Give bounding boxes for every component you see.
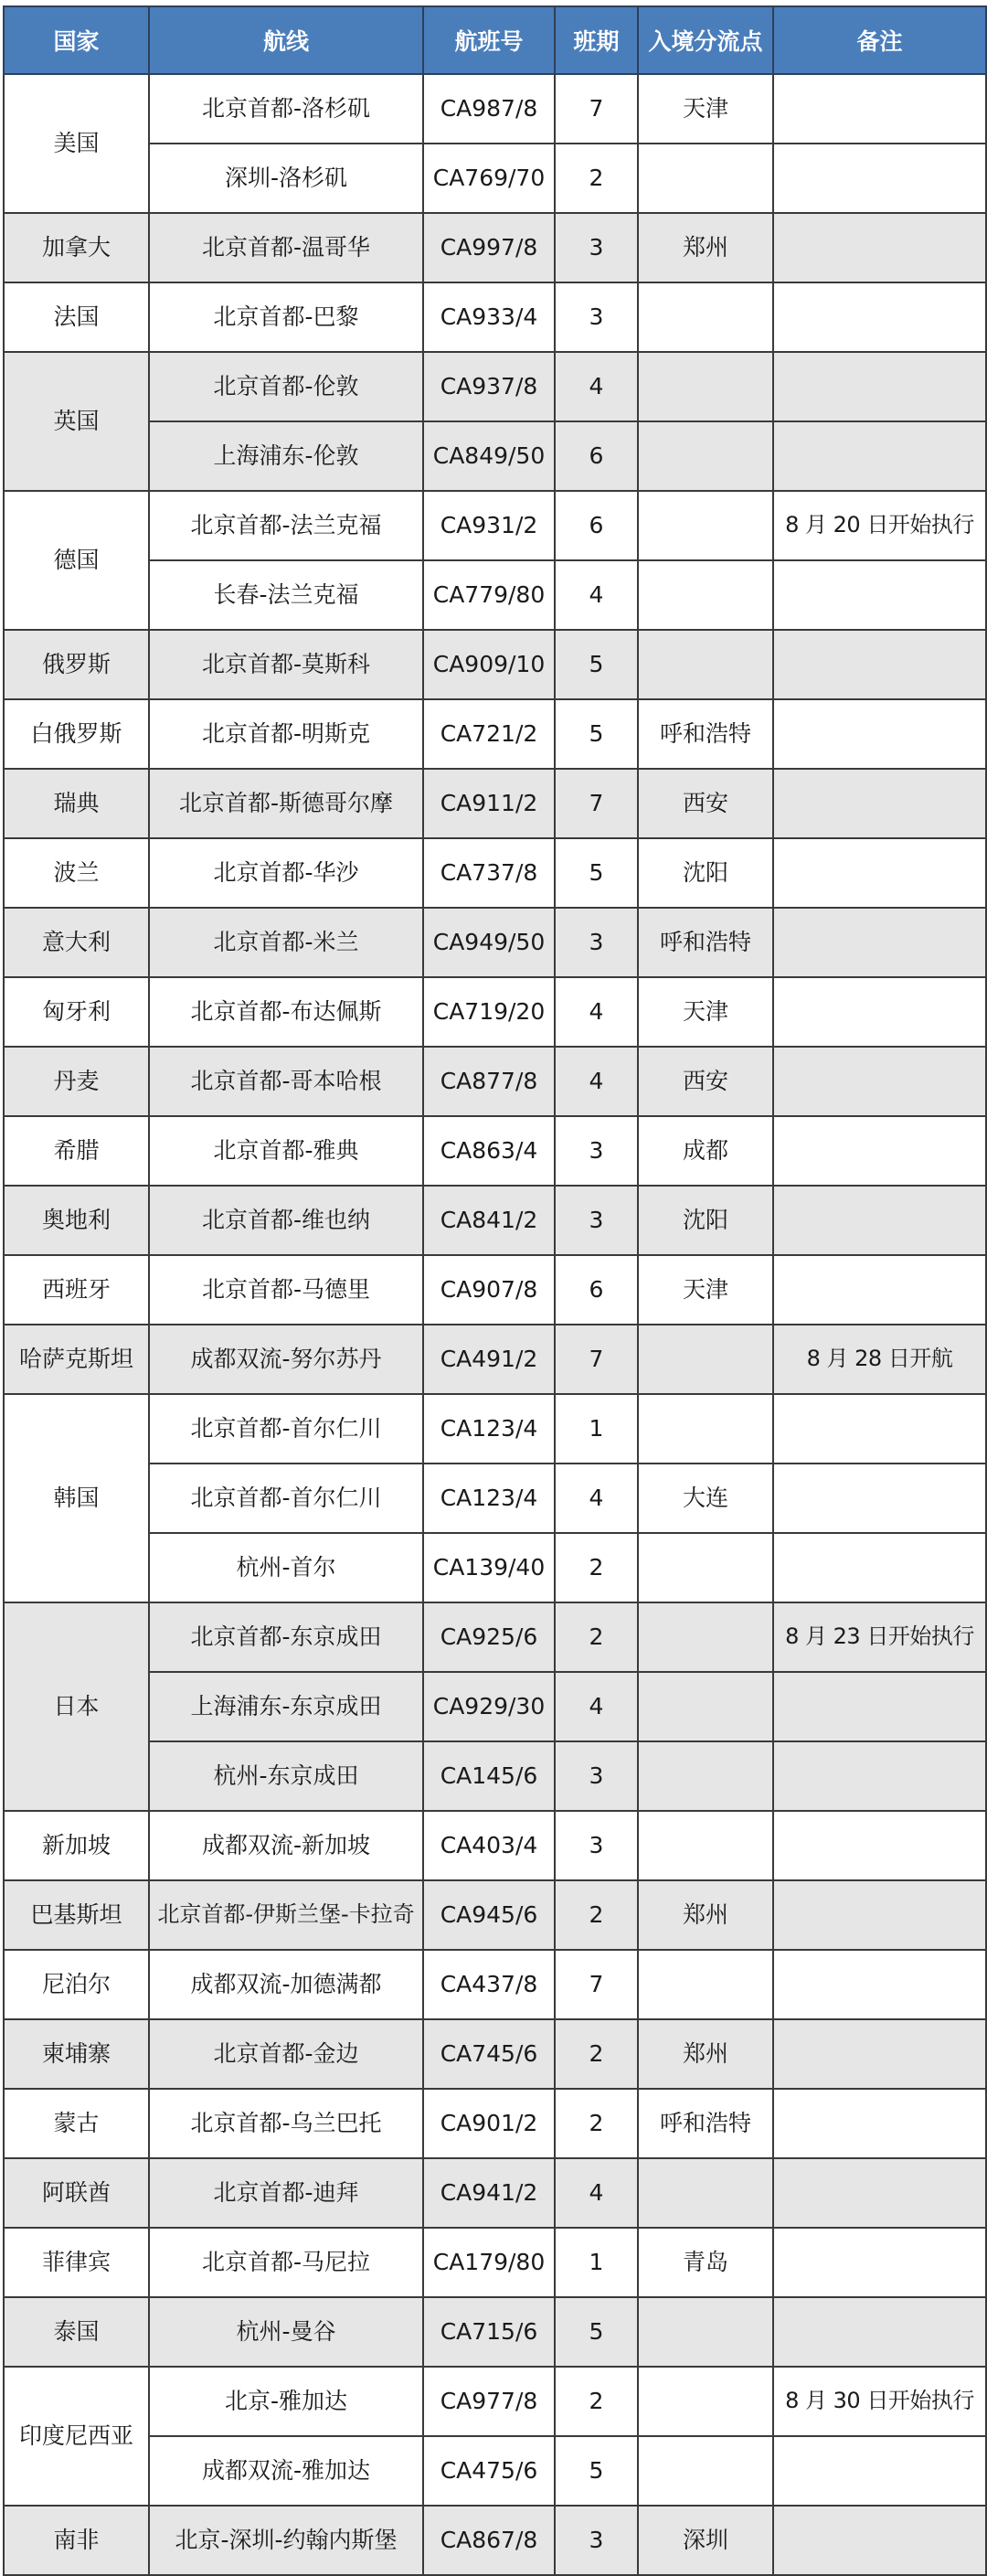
table-row [4,1186,986,1255]
entry-point-cell [638,2436,773,2506]
table-row [4,1394,986,1464]
route-cell: 杭州-曼谷 [149,2297,423,2367]
route-cell: 北京首都-巴黎 [149,282,423,352]
remarks-cell [773,1950,986,2019]
entry-point-cell: 天津 [638,1255,773,1325]
country-cell: 新加坡 [4,1811,149,1880]
frequency-cell: 4 [555,1464,638,1533]
remarks-cell [773,908,986,977]
remarks-cell [773,2019,986,2089]
flight-number-cell: CA841/2 [423,1186,555,1255]
route-cell: 北京首都-伊斯兰堡-卡拉奇 [149,1880,423,1950]
flight-number-cell: CA779/80 [423,560,555,630]
table-row [4,1255,986,1325]
frequency-cell: 4 [555,352,638,421]
frequency-cell: 4 [555,977,638,1047]
entry-point-cell [638,421,773,491]
route-cell: 北京首都-伦敦 [149,352,423,421]
flight-number-cell: CA719/20 [423,977,555,1047]
flight-number-cell: CA907/8 [423,1255,555,1325]
route-cell: 成都双流-努尔苏丹 [149,1325,423,1394]
remarks-cell [773,2158,986,2228]
flight-number-cell: CA877/8 [423,1047,555,1116]
table-row [4,213,986,282]
entry-point-cell [638,560,773,630]
remarks-cell [773,2436,986,2506]
entry-point-cell: 郑州 [638,1880,773,1950]
frequency-cell: 5 [555,2436,638,2506]
table-row [4,560,986,630]
frequency-cell: 3 [555,1186,638,1255]
route-cell: 北京首都-莫斯科 [149,630,423,699]
remarks-cell [773,74,986,144]
table-row [4,2506,986,2575]
flight-number-cell: CA769/70 [423,144,555,213]
route-cell: 北京-雅加达 [149,2367,423,2436]
frequency-cell: 5 [555,630,638,699]
remarks-cell: 8 月 30 日开始执行 [773,2367,986,2436]
remarks-cell [773,2089,986,2158]
route-cell: 北京首都-华沙 [149,838,423,908]
frequency-cell: 2 [555,2089,638,2158]
route-cell: 北京首都-东京成田 [149,1602,423,1672]
frequency-cell: 3 [555,1741,638,1811]
route-cell: 北京首都-乌兰巴托 [149,2089,423,2158]
flight-number-cell: CA491/2 [423,1325,555,1394]
route-cell: 上海浦东-伦敦 [149,421,423,491]
header-country: 国家 [4,6,149,74]
entry-point-cell: 郑州 [638,2019,773,2089]
table-row [4,630,986,699]
flight-number-cell: CA437/8 [423,1950,555,2019]
header-route: 航线 [149,6,423,74]
country-cell: 巴基斯坦 [4,1880,149,1950]
entry-point-cell: 大连 [638,1464,773,1533]
route-cell: 上海浦东-东京成田 [149,1672,423,1741]
entry-point-cell: 西安 [638,769,773,838]
country-cell: 波兰 [4,838,149,908]
entry-point-cell [638,1811,773,1880]
table-row [4,2089,986,2158]
frequency-cell: 2 [555,1602,638,1672]
flight-number-cell: CA911/2 [423,769,555,838]
remarks-cell [773,977,986,1047]
flight-number-cell: CA941/2 [423,2158,555,2228]
entry-point-cell: 呼和浩特 [638,2089,773,2158]
frequency-cell: 2 [555,2367,638,2436]
table-row [4,769,986,838]
frequency-cell: 4 [555,2158,638,2228]
route-cell: 北京首都-首尔仁川 [149,1464,423,1533]
country-cell: 日本 [4,1602,149,1811]
frequency-cell: 2 [555,1880,638,1950]
route-cell: 成都双流-新加坡 [149,1811,423,1880]
country-cell: 德国 [4,491,149,630]
route-cell: 北京首都-维也纳 [149,1186,423,1255]
remarks-cell [773,630,986,699]
entry-point-cell: 天津 [638,74,773,144]
flight-number-cell: CA475/6 [423,2436,555,2506]
flight-number-cell: CA145/6 [423,1741,555,1811]
frequency-cell: 2 [555,1533,638,1602]
table-row [4,1880,986,1950]
frequency-cell: 1 [555,2228,638,2297]
remarks-cell [773,1116,986,1186]
frequency-cell: 3 [555,2506,638,2575]
frequency-cell: 6 [555,421,638,491]
route-cell: 北京首都-雅典 [149,1116,423,1186]
entry-point-cell [638,282,773,352]
entry-point-cell [638,1602,773,1672]
flight-number-cell: CA977/8 [423,2367,555,2436]
remarks-cell [773,2297,986,2367]
remarks-cell [773,1047,986,1116]
route-cell: 杭州-首尔 [149,1533,423,1602]
flight-number-cell: CA949/50 [423,908,555,977]
flight-number-cell: CA987/8 [423,74,555,144]
table-row [4,699,986,769]
table-body [4,74,986,2575]
frequency-cell: 3 [555,908,638,977]
flight-number-cell: CA715/6 [423,2297,555,2367]
table-row [4,908,986,977]
country-cell: 菲律宾 [4,2228,149,2297]
frequency-cell: 5 [555,2297,638,2367]
table-row [4,838,986,908]
route-cell: 北京首都-米兰 [149,908,423,977]
remarks-cell [773,1394,986,1464]
country-cell: 西班牙 [4,1255,149,1325]
flight-number-cell: CA745/6 [423,2019,555,2089]
table-row [4,1533,986,1602]
frequency-cell: 3 [555,282,638,352]
table-row [4,1047,986,1116]
flight-number-cell: CA909/10 [423,630,555,699]
entry-point-cell [638,2158,773,2228]
country-cell: 哈萨克斯坦 [4,1325,149,1394]
country-cell: 法国 [4,282,149,352]
country-cell: 匈牙利 [4,977,149,1047]
table-row [4,1116,986,1186]
country-cell: 泰国 [4,2297,149,2367]
route-cell: 北京首都-斯德哥尔摩 [149,769,423,838]
table-row [4,491,986,560]
header-frequency: 班期 [555,6,638,74]
flight-number-cell: CA863/4 [423,1116,555,1186]
flight-number-cell: CA937/8 [423,352,555,421]
header-row [4,6,986,74]
country-cell: 柬埔寨 [4,2019,149,2089]
entry-point-cell [638,1950,773,2019]
route-cell: 成都双流-雅加达 [149,2436,423,2506]
route-cell: 成都双流-加德满都 [149,1950,423,2019]
header-flight-no: 航班号 [423,6,555,74]
country-cell: 瑞典 [4,769,149,838]
flight-number-cell: CA867/8 [423,2506,555,2575]
remarks-cell [773,1880,986,1950]
remarks-cell [773,213,986,282]
entry-point-cell: 天津 [638,977,773,1047]
table-row [4,282,986,352]
entry-point-cell [638,491,773,560]
route-cell: 北京首都-明斯克 [149,699,423,769]
country-cell: 丹麦 [4,1047,149,1116]
remarks-cell [773,1186,986,1255]
flight-number-cell: CA139/40 [423,1533,555,1602]
remarks-cell [773,282,986,352]
entry-point-cell [638,2367,773,2436]
table-row [4,352,986,421]
country-cell: 阿联酋 [4,2158,149,2228]
remarks-cell [773,2228,986,2297]
table-row [4,2158,986,2228]
entry-point-cell: 郑州 [638,213,773,282]
header-entry-point: 入境分流点 [638,6,773,74]
country-cell: 希腊 [4,1116,149,1186]
table-row [4,144,986,213]
remarks-cell [773,352,986,421]
entry-point-cell [638,1394,773,1464]
flight-number-cell: CA403/4 [423,1811,555,1880]
route-cell: 北京首都-迪拜 [149,2158,423,2228]
flight-number-cell: CA123/4 [423,1394,555,1464]
frequency-cell: 7 [555,1325,638,1394]
flight-number-cell: CA931/2 [423,491,555,560]
table-row [4,1602,986,1672]
flight-number-cell: CA849/50 [423,421,555,491]
table-row [4,977,986,1047]
remarks-cell [773,838,986,908]
entry-point-cell [638,1741,773,1811]
table-row [4,2019,986,2089]
table-row [4,2297,986,2367]
flight-number-cell: CA179/80 [423,2228,555,2297]
entry-point-cell: 沈阳 [638,1186,773,1255]
country-cell: 印度尼西亚 [4,2367,149,2506]
entry-point-cell [638,1672,773,1741]
route-cell: 北京首都-布达佩斯 [149,977,423,1047]
entry-point-cell [638,2297,773,2367]
route-cell: 长春-法兰克福 [149,560,423,630]
country-cell: 英国 [4,352,149,491]
flight-number-cell: CA933/4 [423,282,555,352]
remarks-cell: 8 月 28 日开航 [773,1325,986,1394]
flight-number-cell: CA929/30 [423,1672,555,1741]
country-cell: 白俄罗斯 [4,699,149,769]
frequency-cell: 4 [555,560,638,630]
remarks-cell [773,144,986,213]
table-row [4,74,986,144]
route-cell: 北京首都-马德里 [149,1255,423,1325]
table-row [4,2367,986,2436]
flight-number-cell: CA925/6 [423,1602,555,1672]
flight-number-cell: CA901/2 [423,2089,555,2158]
route-cell: 北京-深圳-约翰内斯堡 [149,2506,423,2575]
table-header [4,6,986,74]
table-row [4,2436,986,2506]
country-cell: 美国 [4,74,149,213]
frequency-cell: 7 [555,769,638,838]
table-row [4,1325,986,1394]
table-row [4,2228,986,2297]
frequency-cell: 5 [555,838,638,908]
entry-point-cell: 沈阳 [638,838,773,908]
international-flights-table [3,5,987,2576]
table-row [4,421,986,491]
frequency-cell: 2 [555,2019,638,2089]
country-cell: 俄罗斯 [4,630,149,699]
remarks-cell: 8 月 23 日开始执行 [773,1602,986,1672]
country-cell: 意大利 [4,908,149,977]
frequency-cell: 7 [555,1950,638,2019]
frequency-cell: 6 [555,491,638,560]
route-cell: 深圳-洛杉矶 [149,144,423,213]
remarks-cell [773,769,986,838]
entry-point-cell [638,352,773,421]
country-cell: 韩国 [4,1394,149,1602]
frequency-cell: 1 [555,1394,638,1464]
remarks-cell [773,1741,986,1811]
frequency-cell: 4 [555,1672,638,1741]
frequency-cell: 5 [555,699,638,769]
remarks-cell [773,1255,986,1325]
route-cell: 北京首都-洛杉矶 [149,74,423,144]
frequency-cell: 3 [555,213,638,282]
entry-point-cell: 深圳 [638,2506,773,2575]
frequency-cell: 3 [555,1811,638,1880]
flight-number-cell: CA945/6 [423,1880,555,1950]
header-remarks: 备注 [773,6,986,74]
route-cell: 北京首都-哥本哈根 [149,1047,423,1116]
country-cell: 尼泊尔 [4,1950,149,2019]
entry-point-cell [638,1325,773,1394]
frequency-cell: 4 [555,1047,638,1116]
country-cell: 蒙古 [4,2089,149,2158]
remarks-cell [773,2506,986,2575]
frequency-cell: 3 [555,1116,638,1186]
remarks-cell [773,699,986,769]
entry-point-cell: 成都 [638,1116,773,1186]
country-cell: 加拿大 [4,213,149,282]
entry-point-cell [638,144,773,213]
remarks-cell [773,1464,986,1533]
table-row [4,1672,986,1741]
flight-number-cell: CA123/4 [423,1464,555,1533]
entry-point-cell: 西安 [638,1047,773,1116]
route-cell: 北京首都-温哥华 [149,213,423,282]
frequency-cell: 6 [555,1255,638,1325]
route-cell: 北京首都-金边 [149,2019,423,2089]
remarks-cell [773,1811,986,1880]
remarks-cell [773,421,986,491]
frequency-cell: 2 [555,144,638,213]
flight-number-cell: CA737/8 [423,838,555,908]
table-row [4,1811,986,1880]
route-cell: 北京首都-马尼拉 [149,2228,423,2297]
flight-number-cell: CA997/8 [423,213,555,282]
country-cell: 奥地利 [4,1186,149,1255]
entry-point-cell: 青岛 [638,2228,773,2297]
entry-point-cell: 呼和浩特 [638,908,773,977]
frequency-cell: 7 [555,74,638,144]
remarks-cell [773,1672,986,1741]
entry-point-cell: 呼和浩特 [638,699,773,769]
flight-number-cell: CA721/2 [423,699,555,769]
table-row [4,1464,986,1533]
entry-point-cell [638,630,773,699]
route-cell: 北京首都-法兰克福 [149,491,423,560]
remarks-cell [773,560,986,630]
route-cell: 杭州-东京成田 [149,1741,423,1811]
country-cell: 南非 [4,2506,149,2575]
remarks-cell: 8 月 20 日开始执行 [773,491,986,560]
remarks-cell [773,1533,986,1602]
table-row [4,1741,986,1811]
entry-point-cell [638,1533,773,1602]
route-cell: 北京首都-首尔仁川 [149,1394,423,1464]
table-row [4,1950,986,2019]
